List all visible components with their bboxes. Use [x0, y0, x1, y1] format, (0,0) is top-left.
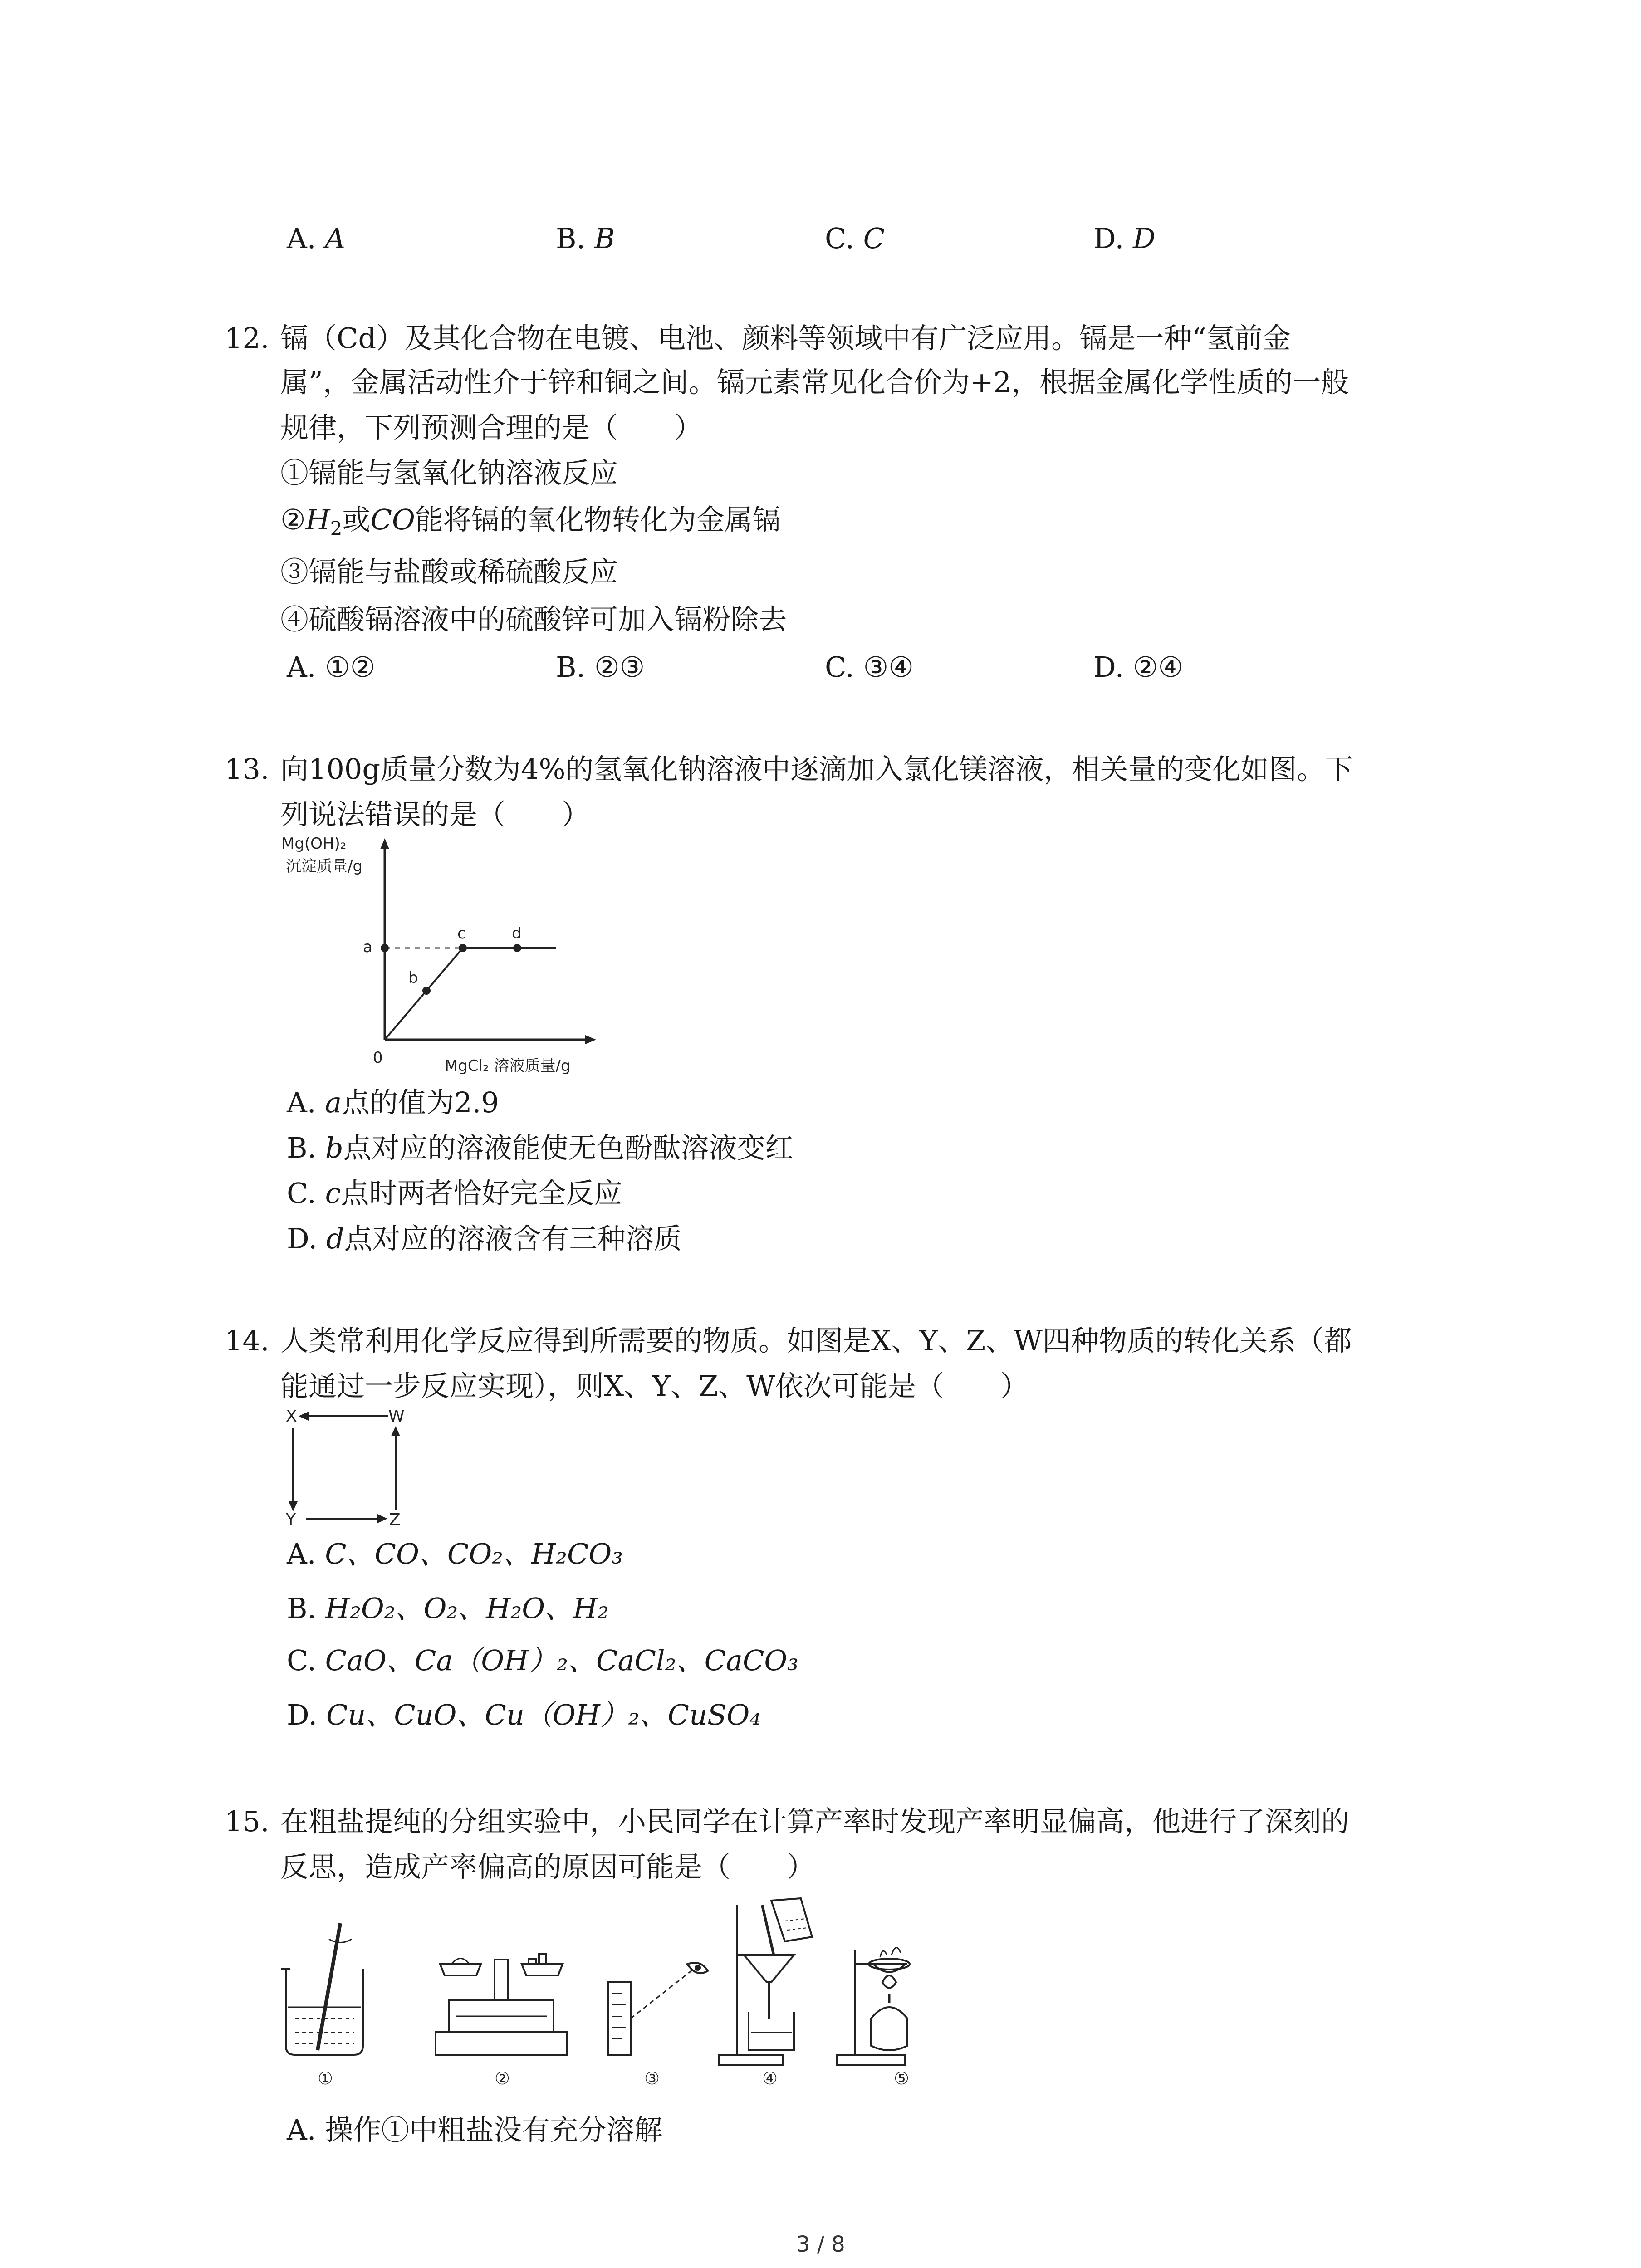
- step-label-5: ⑤: [894, 2068, 910, 2088]
- point-label-a: a: [363, 938, 372, 956]
- balance-icon: [436, 1954, 567, 2055]
- question-text-line: 在粗盐提纯的分组实验中，小民同学在计算产率时发现产率明显偏高，他进行了深刻的: [280, 1805, 1350, 1838]
- option-a: A. ①②: [287, 650, 376, 684]
- question-text-line: 规律，下列预测合理的是（ ）: [280, 411, 703, 444]
- question-text-line: 属”，金属活动性介于锌和铜之间。镉元素常见化合价为+2，根据金属化学性质的一般: [280, 366, 1349, 399]
- option-c: C. c点时两者恰好完全反应: [287, 1177, 622, 1210]
- experiment-apparatus: [272, 1896, 980, 2100]
- option-d: D. Cu、CuO、Cu（OH）₂、CuSO₄: [287, 1698, 761, 1731]
- point-label-c: c: [457, 924, 466, 943]
- node-w: W: [388, 1407, 405, 1426]
- graph-origin: 0: [373, 1049, 383, 1067]
- point-label-b: b: [408, 969, 418, 987]
- option-c: C. CaO、Ca（OH）₂、CaCl₂、CaCO₃: [287, 1644, 799, 1677]
- option-d: D. ②④: [1093, 650, 1184, 684]
- statement-1: ①镉能与氢氧化钠溶液反应: [280, 456, 618, 489]
- step-label-4: ④: [762, 2068, 778, 2088]
- question-text-line: 镉（Cd）及其化合物在电镀、电池、颜料等领域中有广泛应用。镉是一种“氢前金: [280, 322, 1291, 355]
- option-b: B. B: [556, 222, 615, 255]
- option-b: B. H₂O₂、O₂、H₂O、H₂: [287, 1592, 609, 1625]
- step-label-1: ①: [318, 2068, 333, 2088]
- option-b: B. ②③: [556, 650, 645, 684]
- option-a: A. C、CO、CO₂、H₂CO₃: [287, 1537, 623, 1570]
- filtration-stand-icon: [719, 1898, 812, 2065]
- statement-3: ③镉能与盐酸或稀硫酸反应: [280, 555, 618, 588]
- option-a: A. a点的值为2.9: [287, 1086, 499, 1119]
- question-number: 15.: [225, 1805, 269, 1838]
- statement-4: ④硫酸镉溶液中的硫酸锌可加入镉粉除去: [280, 603, 787, 636]
- point-label-d: d: [512, 924, 522, 943]
- question-text-line: 反思，造成产率偏高的原因可能是（ ）: [280, 1850, 815, 1883]
- option-d: D. D: [1093, 222, 1156, 255]
- question-text-line: 能通过一步反应实现），则X、Y、Z、W依次可能是（ ）: [280, 1369, 1029, 1403]
- question-text-line: 列说法错误的是（ ）: [280, 798, 590, 831]
- transformation-diagram: [272, 1406, 417, 1529]
- graduated-cylinder-icon: [608, 1963, 708, 2055]
- statement-2: $②H_2$或CO能将镉的氧化物转化为金属镉: [280, 503, 781, 540]
- option-c: C. ③④: [825, 650, 914, 684]
- question-text-line: 人类常利用化学反应得到所需要的物质。如图是X、Y、Z、W四种物质的转化关系（都: [280, 1324, 1352, 1357]
- question-number: 14.: [225, 1324, 269, 1357]
- node-y: Y: [286, 1510, 296, 1529]
- graph-ylabel: 沉淀质量/g: [286, 857, 363, 875]
- precipitate-graph: [272, 835, 635, 1080]
- option-b: B. b点对应的溶液能使无色酚酞溶液变红: [287, 1131, 794, 1164]
- question-number: 12.: [225, 322, 269, 355]
- graph-ylabel: Mg(OH)₂: [281, 835, 347, 853]
- apparatus-drawing: [272, 1896, 980, 2077]
- option-c: C. C: [825, 222, 885, 255]
- option-a: A. A: [287, 222, 345, 255]
- step-label-3: ③: [644, 2068, 660, 2088]
- node-z: Z: [389, 1510, 401, 1529]
- page-number: 3 / 8: [796, 2232, 845, 2257]
- question-text-line: 向100g质量分数为4%的氢氧化钠溶液中逐滴加入氯化镁溶液，相关量的变化如图。下: [280, 753, 1353, 786]
- evaporation-stand-icon: [837, 1948, 910, 2065]
- graph-xlabel: MgCl₂ 溶液质量/g: [445, 1057, 571, 1075]
- beaker-stirring-icon: [281, 1923, 363, 2055]
- option-a: A. 操作①中粗盐没有充分溶解: [287, 2113, 663, 2146]
- step-label-2: ②: [495, 2068, 510, 2088]
- question-number: 13.: [225, 753, 269, 786]
- option-d: D. d点对应的溶液含有三种溶质: [287, 1222, 682, 1255]
- node-x: X: [286, 1407, 297, 1426]
